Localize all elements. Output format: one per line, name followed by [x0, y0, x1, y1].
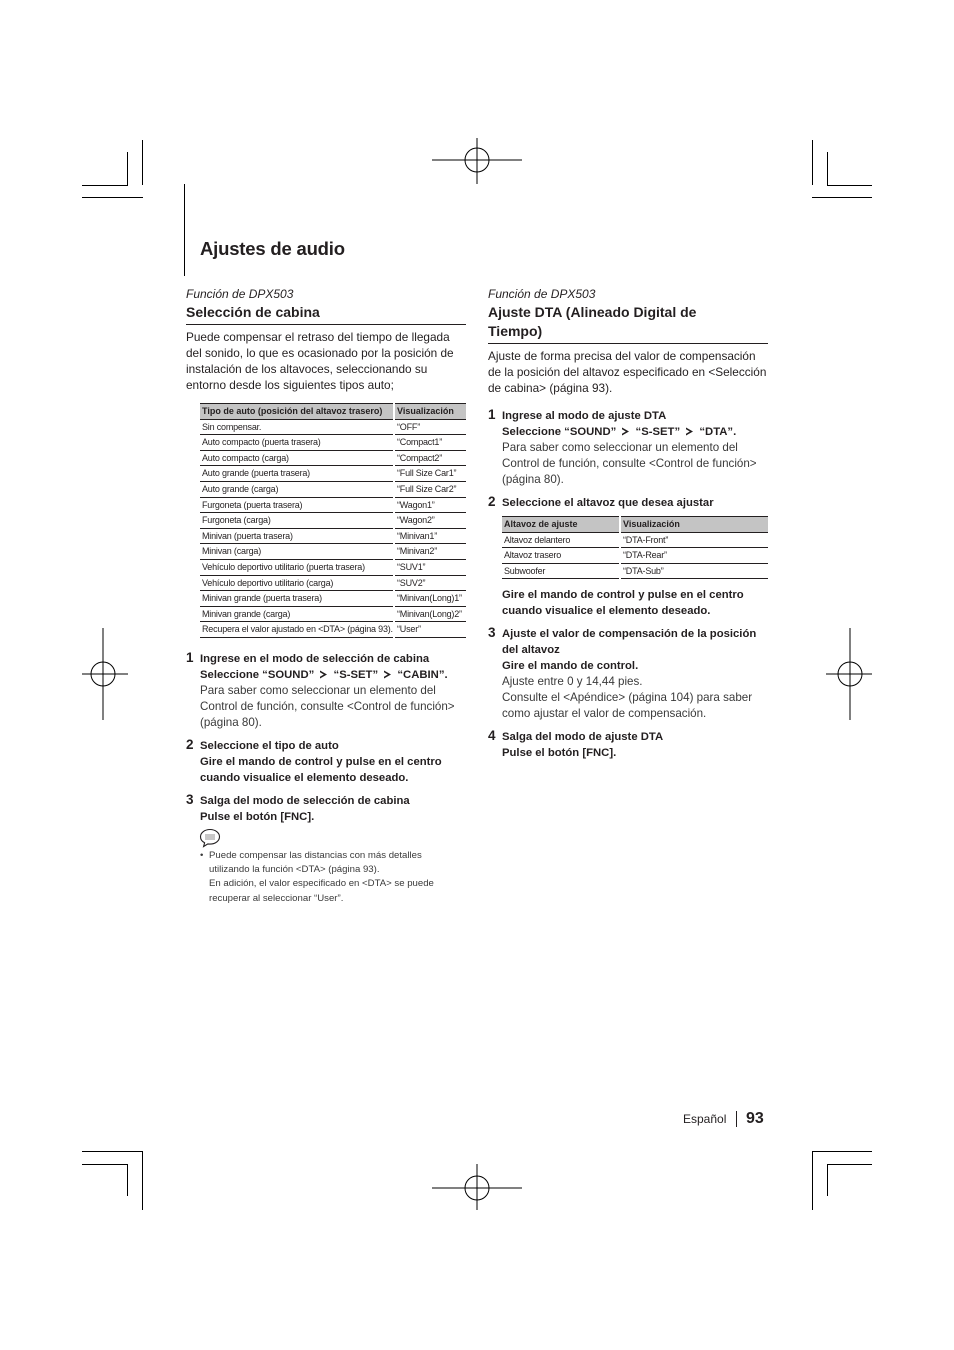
- table-cell: Auto compacto (puerta trasera): [200, 435, 394, 451]
- table-cell: “DTA-Sub”: [620, 563, 768, 579]
- cabin-step-1: [186, 650, 466, 731]
- note-line: En adición, el valor especificado en <DTA> se puede recuperar al seleccionar “User”.: [209, 878, 434, 904]
- table-cell: “DTA-Rear”: [620, 548, 768, 564]
- crop-mark-tl-3: [82, 185, 128, 186]
- table-cell: Minivan (puerta trasera): [200, 528, 394, 544]
- step-number: 3: [488, 625, 496, 640]
- step-note: Para saber como seleccionar un elemento del Control de función, consulte <Control de función> (página 80).: [502, 441, 757, 486]
- cabin-step-2: [186, 737, 466, 786]
- step-title: Seleccione el altavoz que desea ajustar: [502, 497, 714, 509]
- registration-mark-icon: [826, 628, 872, 720]
- crop-mark-tl-4: [82, 197, 143, 198]
- table-row: [200, 497, 466, 513]
- step-number: 2: [488, 494, 496, 509]
- page-number: 93: [746, 1110, 764, 1127]
- step-title: Salga del modo de selección de cabina: [200, 795, 410, 807]
- footer-divider: [736, 1111, 737, 1127]
- step-action: [502, 424, 768, 440]
- chevron-right-icon: [621, 427, 630, 436]
- crop-mark-bl-1: [82, 1151, 143, 1152]
- table-cell: Auto grande (puerta trasera): [200, 466, 394, 482]
- step-number: 3: [186, 792, 194, 807]
- step-action: Pulse el botón [FNC].: [502, 747, 617, 759]
- note-icon: [199, 828, 221, 848]
- table-cell: Minivan grande (puerta trasera): [200, 591, 394, 607]
- table-cell: “SUV1”: [394, 559, 466, 575]
- note-text: [209, 849, 459, 906]
- step-action-part: “DTA”.: [699, 426, 737, 438]
- table-cell: Minivan (carga): [200, 544, 394, 560]
- step-title: Salga del modo de ajuste DTA: [502, 731, 664, 743]
- crop-mark-br-3: [812, 1151, 813, 1210]
- speaker-table: [502, 516, 768, 579]
- registration-mark-icon: [82, 628, 128, 720]
- function-label: Función de DPX503: [488, 287, 596, 301]
- step-title: Ingrese en el modo de selección de cabina: [200, 653, 430, 665]
- step-number: 1: [488, 407, 496, 422]
- chevron-right-icon: [685, 427, 694, 436]
- table-row: [200, 528, 466, 544]
- crop-mark-br-1: [812, 1151, 872, 1152]
- step-action: Gire el mando de control y pulse en el centro cuando visualice el elemento deseado.: [200, 756, 442, 784]
- table-header: Visualización: [394, 404, 466, 420]
- step-action: Pulse el botón [FNC].: [200, 811, 315, 823]
- crop-mark-tl-2: [142, 140, 143, 185]
- step-action: [200, 667, 466, 683]
- table-cell: “Compact1”: [394, 435, 466, 451]
- table-cell: Altavoz trasero: [502, 548, 620, 564]
- table-cell: Vehículo deportivo utilitario (puerta trasera): [200, 559, 394, 575]
- table-cell: “Wagon2”: [394, 513, 466, 529]
- table-cell: Auto compacto (carga): [200, 450, 394, 466]
- step-number: 1: [186, 650, 194, 665]
- table-row: [502, 563, 768, 579]
- crop-mark-bl-4: [127, 1164, 128, 1196]
- crop-mark-br-2: [827, 1164, 872, 1165]
- step-number: 4: [488, 728, 496, 743]
- crop-mark-tl-1: [127, 152, 128, 185]
- chevron-right-icon: [319, 670, 328, 679]
- table-cell: “Minivan(Long)2”: [394, 606, 466, 622]
- table-cell: “User”: [394, 622, 466, 638]
- registration-mark-icon: [432, 1164, 522, 1210]
- table-cell: Recupera el valor ajustado en <DTA> (página 93).: [200, 622, 394, 638]
- step-note: Para saber como seleccionar un elemento del Control de función, consulte <Control de función> (página 80).: [200, 684, 455, 729]
- function-label: Función de DPX503: [186, 287, 294, 301]
- table-row: [200, 513, 466, 529]
- table-header: Tipo de auto (posición del altavoz trasero): [200, 404, 394, 420]
- table-cell: “SUV2”: [394, 575, 466, 591]
- title-rule: [184, 184, 185, 276]
- table-cell: “Minivan2”: [394, 544, 466, 560]
- table-cell: Furgoneta (carga): [200, 513, 394, 529]
- section-heading-dta: [488, 303, 768, 344]
- footer-language: Español: [683, 1112, 727, 1126]
- table-cell: Sin compensar.: [200, 419, 394, 435]
- table-cell: “Full Size Car1”: [394, 466, 466, 482]
- table-header-row: [200, 404, 466, 420]
- step-action-part: Seleccione “SOUND”: [502, 426, 617, 438]
- table-cell: Auto grande (carga): [200, 481, 394, 497]
- cabin-step-3: [186, 792, 466, 825]
- crop-mark-tr-4: [812, 197, 872, 198]
- page-title: Ajustes de audio: [200, 238, 345, 259]
- table-cell: Minivan grande (carga): [200, 606, 394, 622]
- dta-step-3: [488, 625, 772, 722]
- table-cell: “Full Size Car2”: [394, 481, 466, 497]
- table-cell: Altavoz delantero: [502, 532, 620, 548]
- table-cell: Vehículo deportivo utilitario (carga): [200, 575, 394, 591]
- table-cell: Furgoneta (puerta trasera): [200, 497, 394, 513]
- table-row: [200, 481, 466, 497]
- note-bullet: •: [200, 850, 204, 861]
- chevron-right-icon: [383, 670, 392, 679]
- crop-mark-bl-3: [142, 1151, 143, 1210]
- table-header-row: [502, 517, 768, 533]
- cabin-intro: Puede compensar el retraso del tiempo de llegada del sonido, lo que es ocasionado por la posición de instalación de los altavoces, seleccionando su entorno desde los siguientes tipos auto;: [186, 330, 454, 392]
- step-number: 2: [186, 737, 194, 752]
- table-cell: Subwoofer: [502, 563, 620, 579]
- crop-mark-tr-1: [827, 152, 828, 185]
- table-cell: “OFF”: [394, 419, 466, 435]
- table-row: [200, 559, 466, 575]
- note-line: Puede compensar las distancias con más detalles utilizando la función <DTA> (página 93).: [209, 850, 422, 876]
- table-row: [200, 606, 466, 622]
- section-heading-line: Tiempo): [488, 323, 543, 339]
- table-header: Altavoz de ajuste: [502, 517, 620, 533]
- step-title: Ajuste el valor de compensación de la posición del altavoz: [502, 628, 757, 656]
- table-row: [200, 435, 466, 451]
- dta-step-4: [488, 728, 768, 761]
- step-action-part: “S-SET”: [635, 426, 681, 438]
- table-row: [200, 591, 466, 607]
- step-note: Consulte el <Apéndice> (página 104) para saber como ajustar el valor de compensación.: [502, 691, 753, 720]
- step-action: Gire el mando de control.: [502, 660, 639, 672]
- table-row: [502, 548, 768, 564]
- table-header: Visualización: [620, 517, 768, 533]
- table-row: [200, 622, 466, 638]
- dta-step-1: [488, 407, 768, 488]
- crop-mark-br-4: [827, 1164, 828, 1196]
- table-row: [502, 532, 768, 548]
- cabin-type-table: [200, 403, 466, 638]
- table-row: [200, 466, 466, 482]
- crop-mark-tr-2: [812, 140, 813, 185]
- table-cell: “Minivan1”: [394, 528, 466, 544]
- table-row: [200, 544, 466, 560]
- table-row: [200, 450, 466, 466]
- dta-step-2-action: Gire el mando de control y pulse en el centro cuando visualice el elemento deseado.: [502, 589, 744, 617]
- step-action-part: “S-SET”: [333, 669, 379, 681]
- step-action-part: Seleccione “SOUND”: [200, 669, 315, 681]
- section-heading-line: Ajuste DTA (Alineado Digital de: [488, 304, 697, 320]
- section-heading-cabin: Selección de cabina: [186, 303, 466, 325]
- step-action-part: “CABIN”.: [397, 669, 448, 681]
- table-cell: “Minivan(Long)1”: [394, 591, 466, 607]
- dta-intro: Ajuste de forma precisa del valor de compensación de la posición del altavoz especificado en <Selección de cabina> (página 93).: [488, 349, 767, 395]
- step-title: Seleccione el tipo de auto: [200, 740, 339, 752]
- crop-mark-bl-2: [82, 1164, 128, 1165]
- registration-mark-icon: [432, 138, 522, 184]
- table-cell: “DTA-Front”: [620, 532, 768, 548]
- dta-step-2: [488, 494, 768, 511]
- table-cell: “Compact2”: [394, 450, 466, 466]
- step-title: Ingrese al modo de ajuste DTA: [502, 410, 667, 422]
- step-range: Ajuste entre 0 y 14,44 pies.: [502, 675, 643, 688]
- crop-mark-tr-3: [827, 185, 872, 186]
- table-row: [200, 419, 466, 435]
- table-cell: “Wagon1”: [394, 497, 466, 513]
- table-row: [200, 575, 466, 591]
